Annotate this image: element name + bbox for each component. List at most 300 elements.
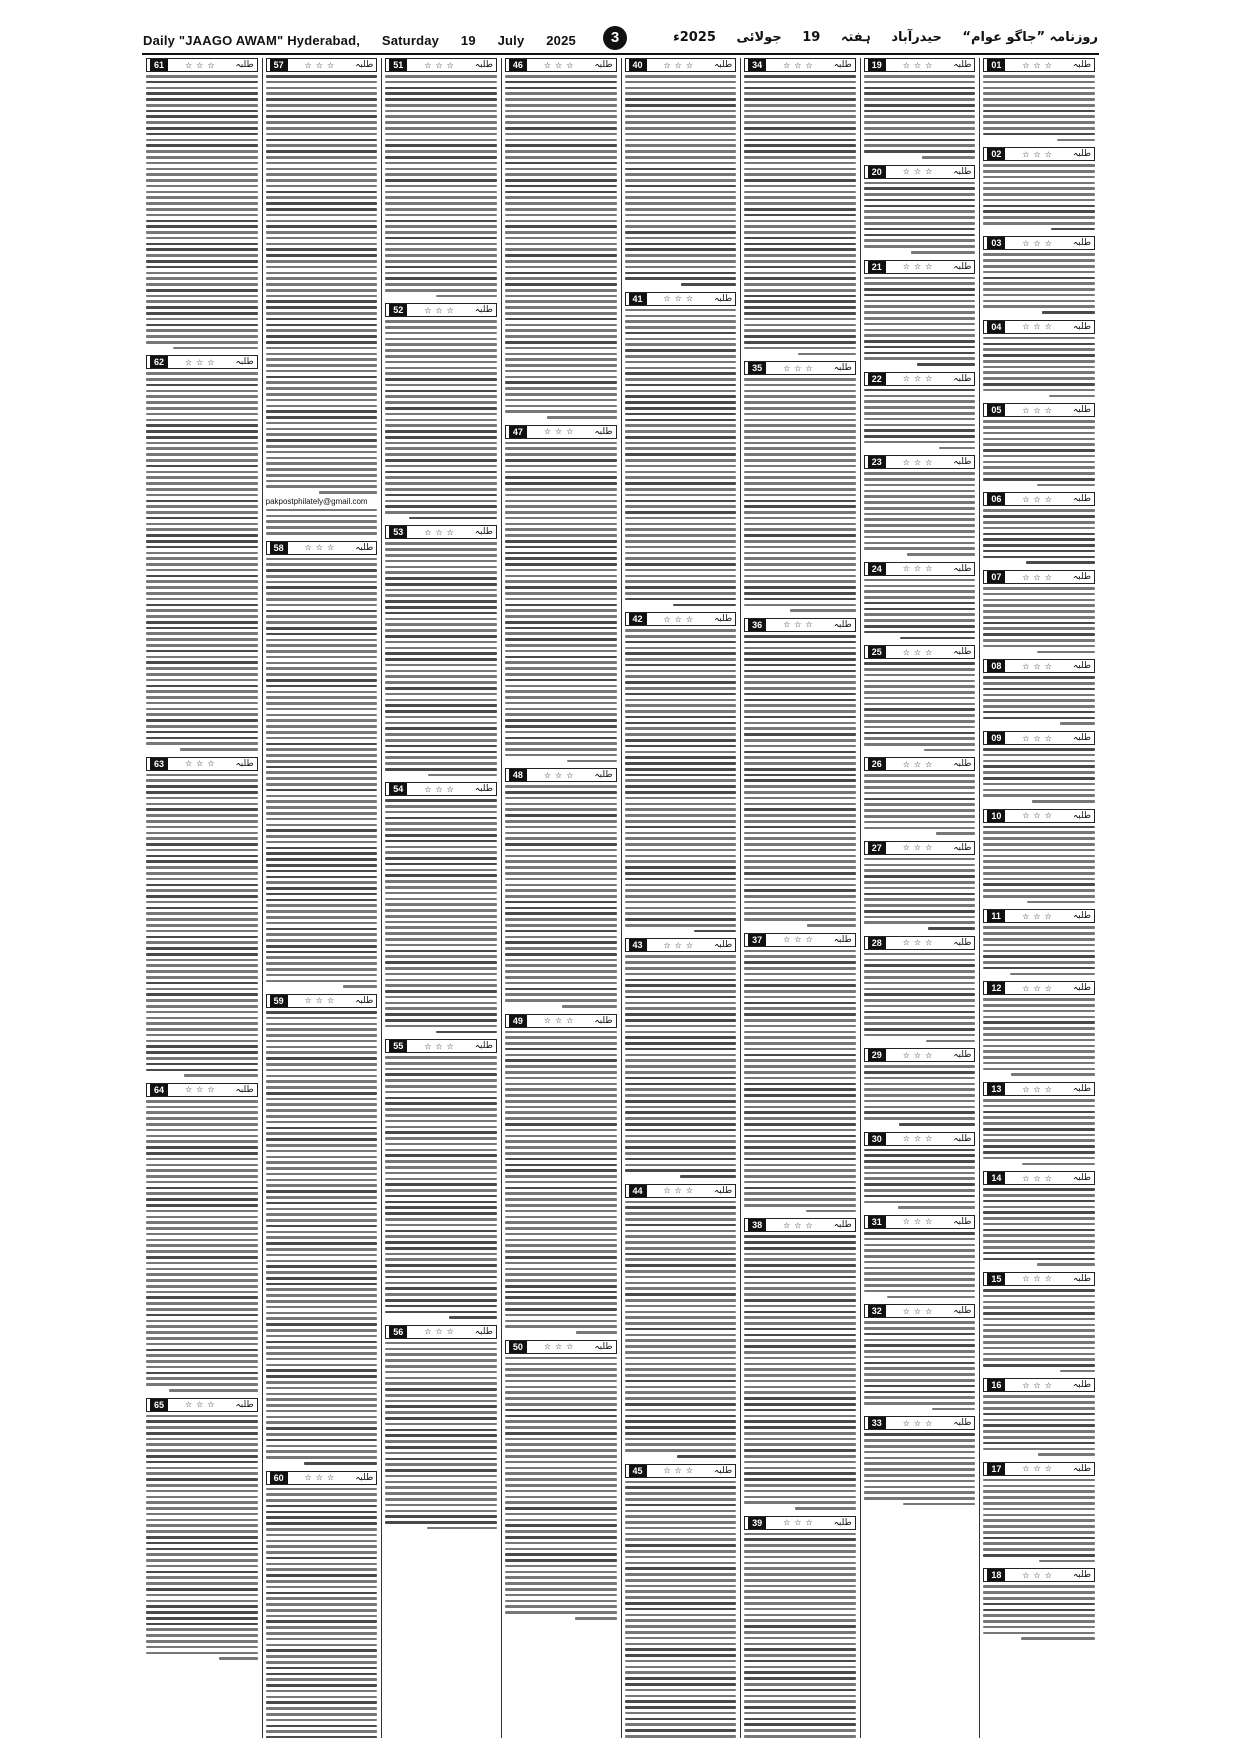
text-line: [744, 779, 856, 782]
text-line: [864, 478, 976, 481]
text-line: [505, 318, 617, 321]
text-line: [146, 156, 258, 159]
text-line: [625, 528, 737, 531]
news-item-header: [983, 570, 1095, 584]
text-line: [266, 480, 378, 483]
text-line: [146, 988, 258, 991]
news-item-number: 24: [868, 563, 886, 575]
text-line: [625, 1643, 737, 1646]
text-line: [385, 857, 497, 860]
text-line: [146, 447, 258, 450]
text-line: [505, 1187, 617, 1190]
masthead-year: 2025: [546, 33, 576, 48]
news-item-text-lines: [864, 472, 976, 556]
text-line: [744, 1241, 856, 1244]
news-item-number: 53: [389, 526, 407, 538]
text-line: [983, 87, 1095, 90]
text-line: [146, 1158, 258, 1161]
text-line: [266, 558, 378, 561]
text-line: [744, 87, 856, 90]
text-line: [864, 590, 976, 593]
text-line: [505, 673, 617, 676]
text-line: [983, 1324, 1095, 1327]
news-item-text-lines: [983, 748, 1095, 803]
text-line: [146, 1057, 258, 1060]
text-line: [146, 685, 258, 688]
text-line: [744, 1054, 856, 1057]
text-line: [983, 1301, 1095, 1304]
text-line: [864, 697, 976, 700]
text-line: [864, 1491, 976, 1494]
text-line: [983, 1609, 1095, 1612]
text-line: [266, 824, 378, 827]
text-line: [983, 1033, 1095, 1036]
text-line: [625, 1729, 737, 1732]
text-line: [1026, 561, 1095, 564]
text-line: [266, 1173, 378, 1176]
text-line: [864, 1327, 976, 1330]
text-line: [744, 476, 856, 479]
text-line: [744, 1187, 856, 1190]
text-line: [983, 305, 1095, 308]
text-line: [625, 1201, 737, 1204]
text-line: [983, 1525, 1095, 1528]
text-line: [744, 1135, 856, 1138]
text-line: [266, 150, 378, 153]
text-line: [744, 546, 856, 549]
text-line: [625, 1712, 737, 1715]
text-line: [744, 1305, 856, 1308]
news-item-text-lines: [385, 1342, 497, 1530]
text-line: [505, 609, 617, 612]
text-line: [266, 1057, 378, 1060]
text-line: [266, 910, 378, 913]
text-line: [146, 1501, 258, 1504]
news-item-header: [983, 1378, 1095, 1392]
news-item: [744, 1218, 856, 1509]
text-line: [266, 1620, 378, 1623]
text-line: [266, 1410, 378, 1413]
text-line: [266, 191, 378, 194]
text-line: [266, 1701, 378, 1704]
news-item-number: 30: [868, 1133, 886, 1145]
text-line: [266, 1456, 378, 1459]
text-line: [983, 1099, 1095, 1102]
text-line: [146, 110, 258, 113]
text-line: [385, 811, 497, 814]
text-line: [983, 1045, 1095, 1048]
text-line: [744, 98, 856, 101]
text-line: [625, 1135, 737, 1138]
text-line: [146, 872, 258, 875]
text-line: [744, 1643, 856, 1646]
text-line: [983, 438, 1095, 441]
text-line: [385, 266, 497, 269]
text-line: [266, 1167, 378, 1170]
news-item-marker: طلبہ: [474, 60, 493, 70]
text-line: [983, 538, 1095, 541]
text-line: [744, 335, 856, 338]
text-line: [744, 979, 856, 982]
text-line: [744, 1247, 856, 1250]
text-line: [983, 1252, 1095, 1255]
text-line: [266, 98, 378, 101]
text-line: [983, 717, 1095, 720]
text-line: [146, 1559, 258, 1562]
star-icon: ☆☆☆: [304, 1473, 339, 1482]
text-line: [505, 505, 617, 508]
text-line: [924, 749, 976, 752]
text-line: [625, 1264, 737, 1267]
text-line: [146, 1496, 258, 1499]
text-line: [505, 1111, 617, 1114]
news-item-marker: طلبہ: [953, 842, 972, 853]
text-line: [266, 818, 378, 821]
news-item-number: 14: [987, 1172, 1005, 1184]
text-line: [385, 1007, 497, 1010]
text-line: [266, 185, 378, 188]
text-line: [625, 1498, 737, 1501]
text-line: [744, 866, 856, 869]
text-line: [625, 338, 737, 341]
text-line: [505, 185, 617, 188]
text-line: [744, 225, 856, 228]
news-item-marker: طلبہ: [1072, 494, 1091, 505]
news-item: [983, 1462, 1095, 1563]
text-line: [744, 1438, 856, 1441]
text-line: [173, 347, 257, 350]
news-item: [146, 757, 258, 1077]
news-item-header: [864, 757, 976, 771]
text-line: [744, 1345, 856, 1348]
text-line: [266, 1488, 378, 1491]
text-line: [146, 395, 258, 398]
text-line: [385, 675, 497, 678]
star-icon: ☆☆☆: [902, 1306, 937, 1316]
text-line: [625, 1723, 737, 1726]
text-line: [983, 938, 1095, 941]
text-line: [625, 231, 737, 234]
text-line: [266, 433, 378, 436]
text-line: [266, 306, 378, 309]
text-line: [864, 1154, 976, 1157]
text-line: [505, 1363, 617, 1366]
text-line: [864, 875, 976, 878]
text-line: [744, 115, 856, 118]
text-line: [983, 1200, 1095, 1203]
text-line: [385, 482, 497, 485]
text-line: [385, 594, 497, 597]
text-line: [983, 961, 1095, 964]
text-line: [625, 1117, 737, 1120]
news-item-text-lines: [983, 1188, 1095, 1266]
text-line: [505, 696, 617, 699]
text-line: [1037, 484, 1095, 487]
star-icon: ☆☆☆: [783, 935, 817, 945]
text-line: [744, 1391, 856, 1394]
text-line: [694, 930, 736, 933]
text-line: [744, 500, 856, 503]
text-line: [505, 208, 617, 211]
news-item-marker: طلبہ: [953, 373, 972, 384]
news-item-marker: طلبہ: [1072, 149, 1091, 160]
text-line: [983, 1395, 1095, 1398]
text-line: [983, 509, 1095, 512]
news-item-header: [385, 525, 497, 539]
text-line: [146, 1588, 258, 1591]
text-line: [146, 127, 258, 130]
text-line: [146, 779, 258, 782]
text-line: [744, 413, 856, 416]
text-line: [625, 378, 737, 381]
star-icon: ☆☆☆: [424, 784, 458, 794]
text-line: [385, 1079, 497, 1082]
text-line: [864, 294, 976, 297]
text-line: [983, 1240, 1095, 1243]
text-line: [505, 826, 617, 829]
text-line: [146, 1302, 258, 1305]
text-line: [983, 121, 1095, 124]
text-line: [744, 884, 856, 887]
text-line: [505, 1273, 617, 1276]
text-line: [146, 832, 258, 835]
text-line: [744, 312, 856, 315]
text-line: [146, 895, 258, 898]
text-line: [983, 843, 1095, 846]
text-line: [385, 932, 497, 935]
text-line: [864, 921, 976, 924]
star-icon: ☆☆☆: [1022, 322, 1056, 332]
text-line: [505, 1472, 617, 1475]
news-item-marker: طلبہ: [235, 1399, 254, 1410]
text-line: [146, 993, 258, 996]
text-line: [864, 501, 976, 504]
news-column: [385, 58, 497, 1738]
news-item-marker: طلبہ: [833, 1517, 852, 1528]
text-line: [744, 1129, 856, 1132]
text-line: [864, 530, 976, 533]
text-line: [505, 1455, 617, 1458]
text-line: [385, 430, 497, 433]
text-line: [744, 1579, 856, 1582]
news-item-header: [864, 455, 976, 469]
news-item-marker: طلبہ: [235, 758, 254, 769]
text-line: [983, 1004, 1095, 1007]
news-item-marker: طلبہ: [1072, 733, 1091, 744]
news-item: [625, 938, 737, 1177]
text-line: [625, 907, 737, 910]
text-line: [146, 1524, 258, 1527]
text-line: [146, 500, 258, 503]
text-line: [983, 1531, 1095, 1534]
text-line: [146, 1634, 258, 1637]
text-line: [744, 1025, 856, 1028]
text-line: [983, 826, 1095, 829]
text-line: [385, 1446, 497, 1449]
news-item: [983, 1378, 1095, 1455]
text-line: [744, 1042, 856, 1045]
text-line: [983, 622, 1095, 625]
news-item-text-lines: [744, 950, 856, 1213]
text-line: [266, 760, 378, 763]
text-line: [385, 1440, 497, 1443]
text-line: [385, 1013, 497, 1016]
text-line: [983, 455, 1095, 458]
text-line: [266, 1051, 378, 1054]
text-line: [146, 115, 258, 118]
text-line: [744, 739, 856, 742]
text-line: [146, 243, 258, 246]
text-line: [385, 332, 497, 335]
news-item-number: 56: [389, 1326, 407, 1338]
text-line: [625, 482, 737, 485]
text-line: [983, 187, 1095, 190]
news-item-number: 15: [987, 1273, 1005, 1285]
text-line: [385, 1423, 497, 1426]
text-line: [744, 1449, 856, 1452]
text-line: [983, 1010, 1095, 1013]
text-line: [744, 133, 856, 136]
news-item-text-lines: [505, 75, 617, 419]
news-item: [983, 809, 1095, 904]
text-line: [266, 1433, 378, 1436]
text-line: [385, 1365, 497, 1368]
text-line: [266, 685, 378, 688]
text-line: [146, 1111, 258, 1114]
text-line: [266, 1150, 378, 1153]
text-line: [146, 907, 258, 910]
text-line: [146, 318, 258, 321]
news-columns: [142, 58, 1099, 1738]
news-item-header: [864, 1215, 976, 1229]
text-line: [864, 1350, 976, 1353]
text-line: [625, 1106, 737, 1109]
text-line: [625, 523, 737, 526]
text-line: [146, 592, 258, 595]
text-line: [146, 1181, 258, 1184]
text-line: [266, 904, 378, 907]
text-line: [505, 1158, 617, 1161]
text-line: [385, 1475, 497, 1478]
text-line: [146, 1268, 258, 1271]
text-line: [505, 1380, 617, 1383]
text-line: [505, 970, 617, 973]
text-line: [146, 575, 258, 578]
text-line: [505, 1106, 617, 1109]
text-line: [983, 1122, 1095, 1125]
text-line: [983, 849, 1095, 852]
text-line: [505, 1094, 617, 1097]
column-divider: [860, 58, 861, 1738]
text-line: [505, 982, 617, 985]
news-item-marker: طلبہ: [713, 293, 733, 304]
text-line: [146, 424, 258, 427]
text-line: [625, 1683, 737, 1686]
text-line: [625, 220, 737, 223]
text-line: [385, 1235, 497, 1238]
text-line: [266, 1684, 378, 1687]
text-line: [266, 289, 378, 292]
text-line: [625, 1282, 737, 1285]
text-line: [385, 500, 497, 503]
text-line: [146, 459, 258, 462]
news-item-text-lines: [864, 858, 976, 930]
text-line: [744, 973, 856, 976]
text-line: [385, 938, 497, 941]
text-line: [983, 170, 1095, 173]
text-line: [864, 1160, 976, 1163]
text-line: [625, 1025, 737, 1028]
text-line: [505, 517, 617, 520]
news-item-number: 36: [748, 619, 766, 631]
text-line: [505, 644, 617, 647]
text-line: [983, 1145, 1095, 1148]
text-line: [744, 1002, 856, 1005]
text-line: [983, 110, 1095, 113]
text-line: [983, 383, 1095, 386]
news-item-header: [266, 994, 378, 1008]
news-item-marker: طلبہ: [474, 305, 493, 316]
text-line: [864, 691, 976, 694]
text-line: [146, 505, 258, 508]
text-line: [744, 635, 856, 638]
text-line: [744, 1420, 856, 1423]
text-line: [744, 237, 856, 240]
text-line: [625, 98, 737, 101]
text-line: [146, 580, 258, 583]
text-line: [266, 445, 378, 448]
text-line: [385, 722, 497, 725]
text-line: [146, 803, 258, 806]
text-line: [505, 1152, 617, 1155]
text-line: [864, 1439, 976, 1442]
text-line: [625, 1146, 737, 1149]
text-line: [146, 1449, 258, 1452]
text-line: [864, 150, 976, 153]
text-line: [385, 577, 497, 580]
news-item-text-lines: [146, 1415, 258, 1660]
text-line: [266, 1568, 378, 1571]
text-line: [385, 92, 497, 95]
text-line: [505, 953, 617, 956]
news-item: [505, 1014, 617, 1334]
text-line: [744, 563, 856, 566]
text-line: [625, 575, 737, 578]
text-line: [146, 797, 258, 800]
text-line: [505, 650, 617, 653]
text-line: [266, 586, 378, 589]
text-line: [146, 1611, 258, 1614]
text-line: [744, 75, 856, 78]
text-line: [864, 228, 976, 231]
news-item-number: 41: [629, 293, 647, 305]
text-line: [864, 490, 976, 493]
text-line: [983, 1105, 1095, 1108]
text-line: [385, 390, 497, 393]
news-item-header: [983, 909, 1095, 923]
star-icon: ☆☆☆: [1022, 1570, 1056, 1580]
text-line: [625, 647, 737, 650]
news-item-marker: طلبہ: [1072, 810, 1091, 821]
text-line: [266, 1649, 378, 1652]
text-line: [983, 878, 1095, 881]
text-line: [146, 1129, 258, 1132]
text-line: [547, 416, 616, 419]
news-item-number: 20: [868, 166, 886, 178]
text-line: [744, 569, 856, 572]
text-line: [864, 193, 976, 196]
text-line: [625, 675, 737, 678]
